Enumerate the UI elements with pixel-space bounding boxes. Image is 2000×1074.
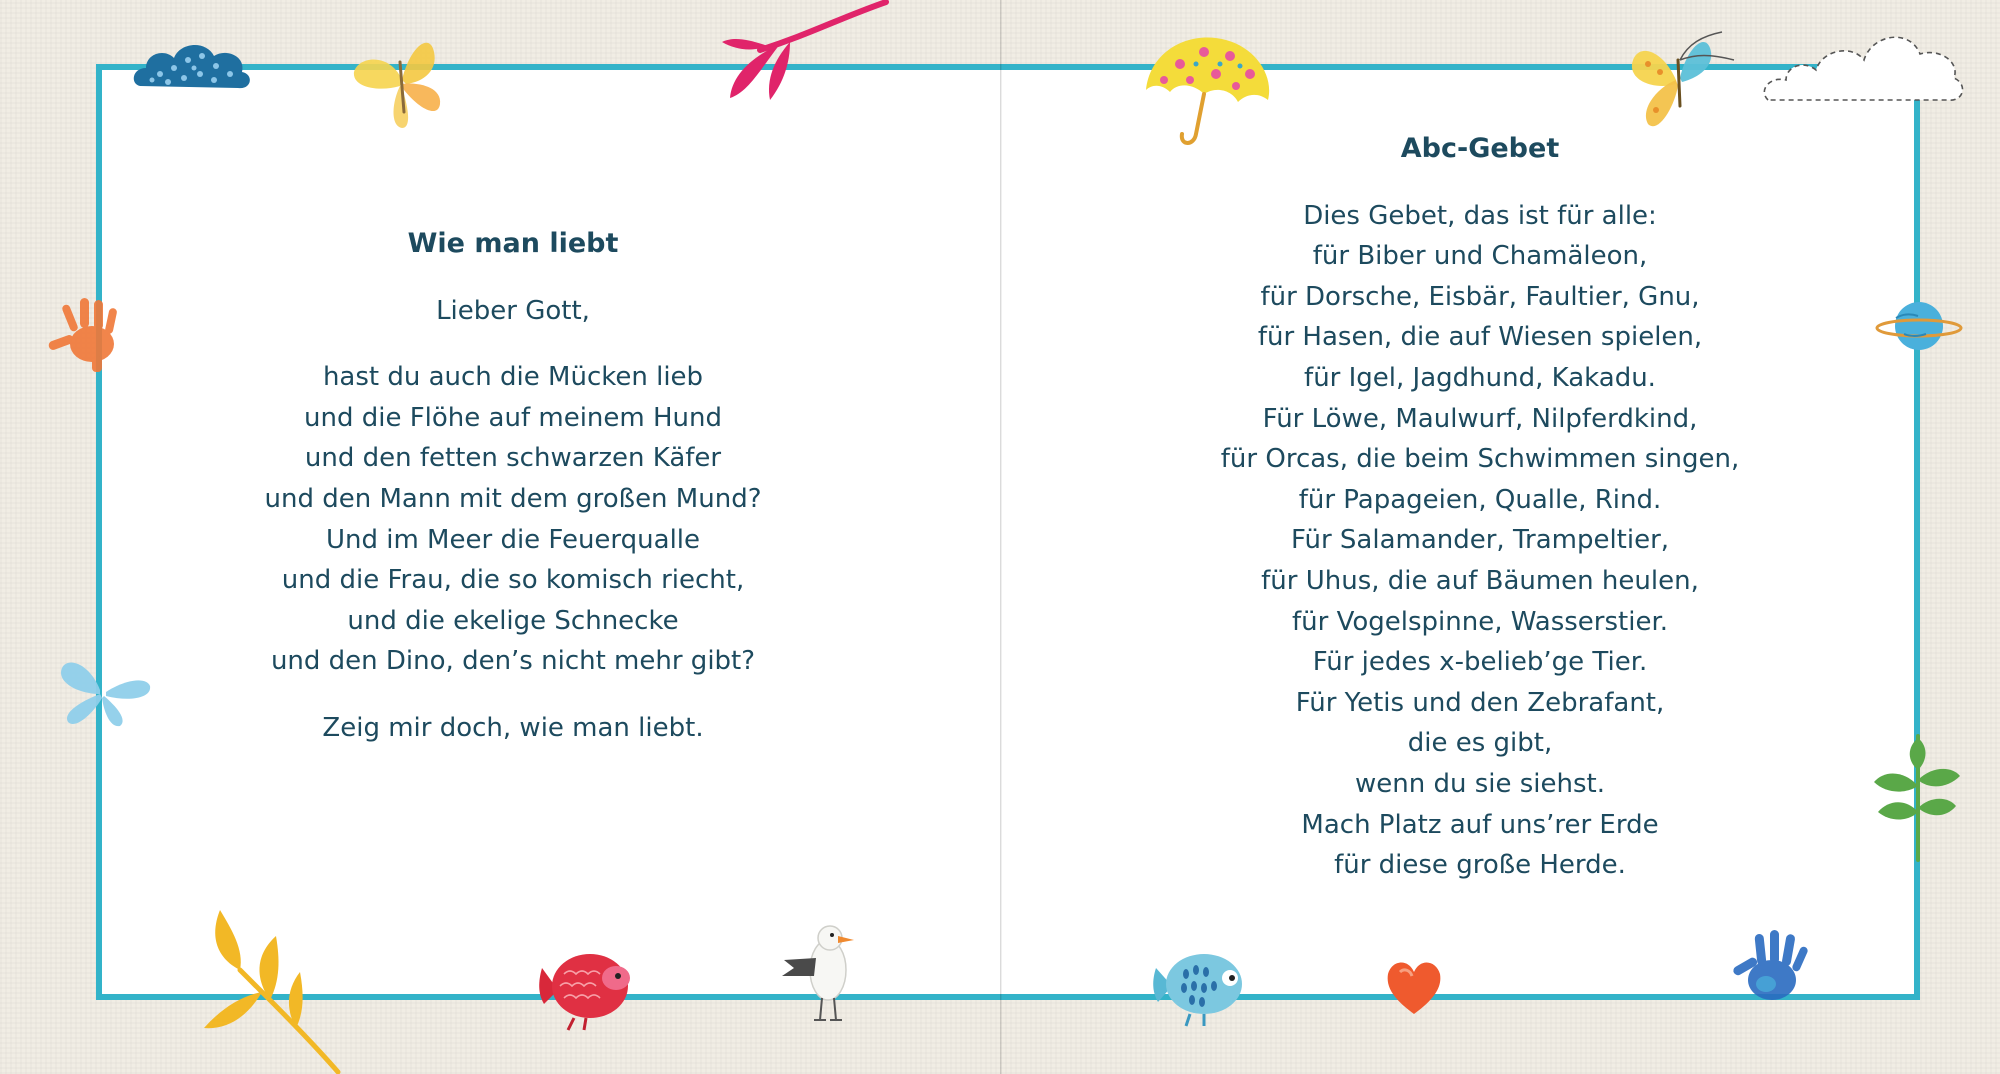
book-gutter [1000,0,1002,1074]
poem-line: wenn du sie siehst. [1354,768,1605,799]
planet-icon [1874,296,1964,356]
poem-line: die es gibt, [1407,728,1553,759]
poem-line: für Uhus, die auf Bäumen heulen, [1261,565,1699,596]
poem-title: Wie man liebt [407,228,619,259]
dashed-cloud-icon [1760,26,1966,106]
poem-line: für Vogelspinne, Wasserstier. [1291,606,1669,637]
left-poem [230,224,796,749]
poem-line: Dies Gebet, das ist für alle: [1303,200,1657,231]
handprint-icon [1726,924,1820,1010]
right-poem [1160,129,1800,886]
poem-line: für Hasen, die auf Wiesen spielen, [1257,322,1703,353]
branch-icon [720,0,890,105]
poem-line: und die Frau, die so komisch riecht, [281,565,745,596]
heart-icon [1384,956,1444,1018]
poem-line: und die ekelige Schnecke [347,605,679,636]
plant-icon [200,900,350,1074]
poem-closing: Zeig mir doch, wie man liebt. [322,712,704,743]
poem-line: Und im Meer die Feuerqualle [325,524,701,555]
fish-icon [1150,940,1254,1030]
plant-icon [1872,726,1962,862]
fish-icon [534,938,634,1034]
poem-line: für Papageien, Qualle, Rind. [1298,484,1662,515]
cloud-icon [130,34,255,94]
poem-line: und den Mann mit dem großen Mund? [264,483,762,514]
poem-line: für Biber und Chamäleon, [1312,241,1648,272]
poem-line: und den fetten schwarzen Käfer [304,443,722,474]
poem-line: Für jedes x-belieb’ge Tier. [1312,647,1648,678]
poem-line: Für Salamander, Trampeltier, [1290,525,1670,556]
poem-line: für Dorsche, Eisbär, Faultier, Gnu, [1260,281,1700,312]
umbrella-icon [1140,28,1275,153]
poem-line: hast du auch die Mücken lieb [322,362,704,393]
poem-line: und die Flöhe auf meinem Hund [304,402,722,433]
poem-line: Für Löwe, Maulwurf, Nilpferdkind, [1262,403,1698,434]
butterfly-icon [350,32,460,132]
poem-line: für diese große Herde. [1334,850,1626,881]
poem-greeting: Lieber Gott, [436,295,590,326]
handprint-icon [44,294,128,376]
poem-line: für Orcas, die beim Schwimmen singen, [1220,444,1740,475]
poem-stanza [230,357,796,682]
poem-line: und den Dino, den’s nicht mehr gibt? [270,646,756,677]
seagull-icon [780,920,860,1026]
poem-line: für Igel, Jagdhund, Kakadu. [1304,362,1656,393]
poem-line: Mach Platz auf uns’rer Erde [1301,809,1659,840]
poem-title: Abc-Gebet [1400,133,1560,164]
butterfly-icon [1626,24,1738,136]
poem-line: Für Yetis und den Zebrafant, [1295,687,1665,718]
butterfly-icon [54,650,154,730]
poem-stanza [1160,196,1800,886]
